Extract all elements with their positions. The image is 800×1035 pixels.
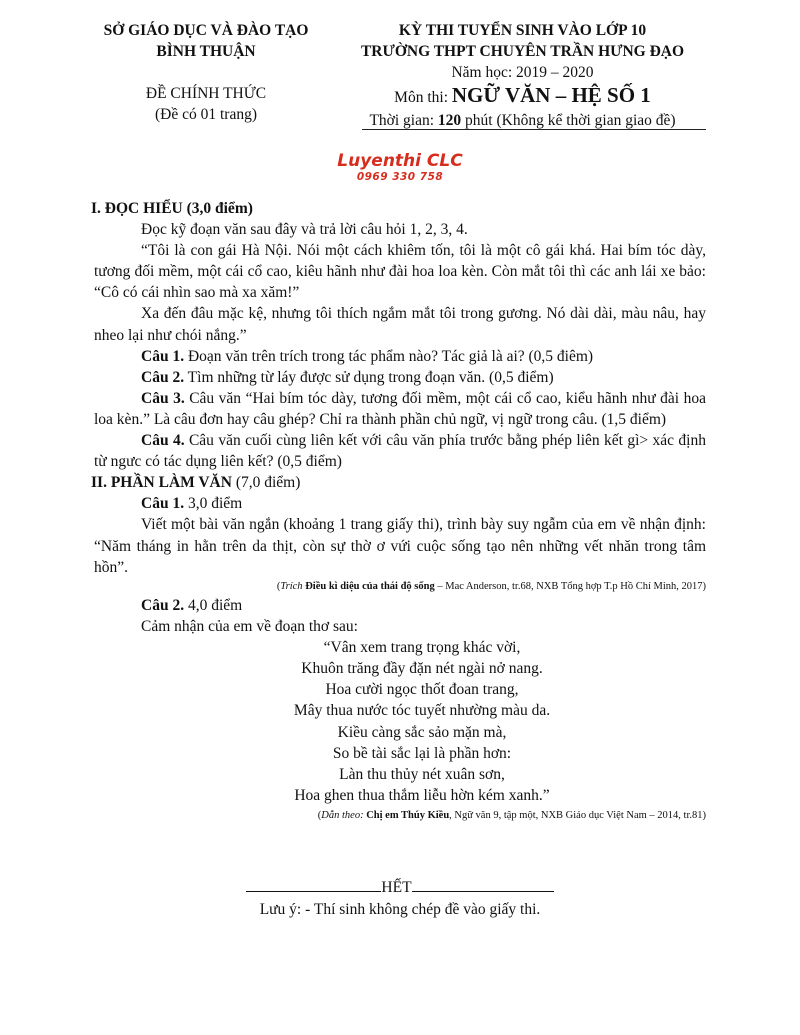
poem (94, 637, 706, 807)
subject-line (330, 83, 715, 110)
question-3-text: Câu văn “Hai bím tóc dày, tương đối mềm, một cái cổ cao, kiểu hãnh như đài hoa loa kèn.” Là câu đơn hay câu ghép? Chỉ ra thành phần chủ ngữ, vị ngữ trong câu. (1,5 điểm) (94, 389, 706, 428)
school-name: TRƯỜNG THPT CHUYÊN TRẦN HƯNG ĐẠO (360, 43, 685, 60)
part1-intro: Đọc kỹ đoạn văn sau đây và trả lời câu hỏi 1, 2, 3, 4. (141, 221, 468, 239)
subject-name: NGỮ VĂN – HỆ SỐ 1 (451, 83, 651, 107)
footer-note: Lưu ý: - Thí sinh không chép đề vào giấy thi. (259, 901, 541, 918)
time-line (330, 110, 715, 131)
poem-line: Khuôn trăng đầy đặn nét ngài nở nang. (301, 660, 543, 678)
essay-2-score: 4,0 điểm (184, 596, 243, 614)
school-year: Năm học: 2019 – 2020 (451, 64, 594, 81)
essay-2-source-open: ( (317, 809, 322, 821)
essay-1-source-open: ( (276, 580, 281, 592)
essay-1-source-title: Điều kì diệu của thái độ sống (302, 580, 435, 592)
essay-1-heading (94, 493, 706, 514)
question-2 (94, 367, 706, 388)
header-divider (362, 129, 706, 130)
passage-paragraph-1: “Tôi là con gái Hà Nội. Nói một cách khiêm tốn, tôi là một cô gái khá. Hai bím tóc dày, tương đối mềm, một cái cổ cao, kiêu hãnh như đài hoa loa kèn. Còn mắt tôi thì các anh lái xe bảo: “Cô có cái nhìn sao mà xa xăm!” (94, 242, 706, 302)
exam-title: KỲ THI TUYỂN SINH VÀO LỚP 10 (398, 22, 647, 39)
part1-title: I. ĐỌC HIỂU (3,0 điểm) (91, 200, 253, 217)
part2-title-line (91, 472, 706, 493)
essay-2-label: Câu 2. (141, 596, 185, 614)
brand-phone: 0969 330 758 (356, 171, 444, 183)
poem-line: So bề tài sắc lại là phần hơn: (332, 744, 512, 762)
spacer (66, 62, 346, 83)
essay-2-heading (94, 595, 706, 616)
poem-line: Hoa ghen thua thắm liễu hờn kém xanh.” (294, 787, 550, 805)
time-prefix: Thời gian: (369, 112, 438, 129)
question-4 (94, 430, 706, 472)
question-2-label: Câu 2. (141, 368, 185, 386)
time-value: 120 (437, 112, 462, 129)
essay-2-source-italic: Dẫn theo: (321, 809, 364, 821)
poem-line: Kiều càng sắc sảo mặn mà, (337, 723, 507, 741)
poem-line: Làn thu thủy nét xuân sơn, (339, 766, 505, 784)
question-3 (94, 388, 706, 430)
exam-body (91, 198, 706, 824)
question-1-text: Đoạn văn trên trích trong tác phẩm nào? Tác giả là ai? (0,5 điêm) (184, 347, 594, 365)
question-1-label: Câu 1. (141, 347, 185, 365)
passage-paragraph-2: Xa đến đâu mặc kệ, nhưng tôi thích ngắm mắt tôi trong gương. Nó dài dài, màu nâu, hay nheo lại như chói nắng.” (94, 305, 706, 344)
question-1 (94, 346, 706, 367)
brand-name: Luyenthi CLC (337, 151, 463, 171)
essay-2-source-title: Chị em Thúy Kiều (363, 809, 450, 821)
essay-1-source-rest: – Mac Anderson, tr.68, NXB Tổng hợp T.p Hồ Chí Minh, 2017) (434, 580, 706, 592)
poem-line: Mây thua nước tóc tuyết nhường màu da. (293, 702, 551, 720)
page-count-note: (Đề có 01 trang) (155, 106, 257, 123)
end-rule-right (412, 876, 554, 892)
part2-title: II. PHẦN LÀM VĂN (91, 474, 232, 492)
province-name: BÌNH THUẬN (156, 43, 256, 60)
header-right (330, 20, 715, 131)
question-4-text: Câu văn cuối cùng liên kết với câu văn phía trước bằng phép liên kết gì> xác định từ ngưc có tác dụng liên kết? (0,5 điểm) (94, 432, 706, 471)
department-name: SỞ GIÁO DỤC VÀ ĐÀO TẠO (103, 22, 309, 39)
essay-1-prompt: Viết một bài văn ngắn (khoảng 1 trang giấy thi), trình bày suy ngẫm của em về nhận định: “Năm tháng in hằn trên da thịt, còn sự thờ ơ vứi cuộc sống tạo nên những vết nhăn trong tâm hồn”. (94, 516, 706, 576)
part2-score: (7,0 điểm) (231, 474, 301, 492)
essay-2-intro: Cảm nhận của em về đoạn thơ sau: (141, 617, 358, 635)
time-suffix: phút (Không kể thời gian giao đề) (461, 112, 676, 129)
header-left (66, 20, 346, 125)
subject-prefix: Môn thi: (394, 89, 452, 106)
question-2-text: Tìm những từ láy được sử dụng trong đoạn văn. (0,5 điểm) (184, 368, 554, 386)
essay-1-label: Câu 1. (141, 495, 185, 513)
essay-1-source (94, 578, 706, 595)
end-marker (230, 876, 570, 899)
poem-line: Hoa cười ngọc thốt đoan trang, (325, 681, 519, 699)
official-label: ĐỀ CHÍNH THỨC (145, 85, 267, 102)
question-3-label: Câu 3. (141, 389, 185, 407)
question-4-label: Câu 4. (141, 432, 185, 450)
end-label: HẾT (381, 879, 412, 896)
essay-1-source-italic: Trích (280, 580, 303, 592)
essay-2-source-rest: , Ngữ văn 9, tập một, NXB Giáo dục Việt Nam – 2014, tr.81) (449, 809, 706, 821)
brand-watermark (320, 152, 480, 183)
end-rule-left (246, 876, 381, 892)
poem-line: “Vân xem trang trọng khác vời, (323, 638, 521, 656)
essay-1-score: 3,0 điểm (184, 495, 243, 513)
footer (230, 876, 570, 921)
essay-2-source (94, 807, 706, 824)
